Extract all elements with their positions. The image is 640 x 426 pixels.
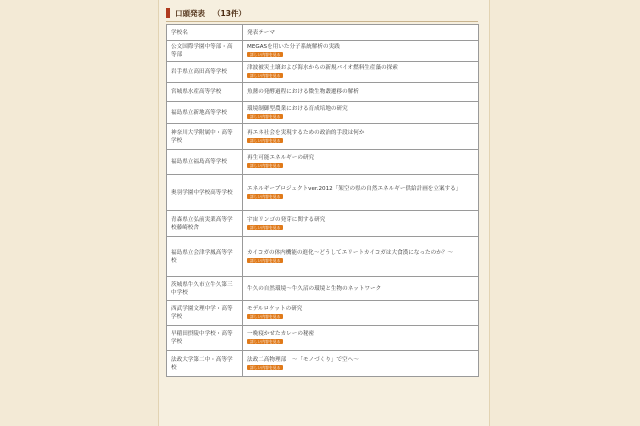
details-button[interactable]: 詳しい内容を見る <box>247 365 283 370</box>
theme-cell <box>243 301 479 326</box>
theme-text: 津波被災土壌および海水からの新規バイオ燃料生産藻の探索 <box>247 65 398 71</box>
table-row <box>167 124 479 150</box>
details-button[interactable]: 詳しい内容を見る <box>247 52 283 57</box>
school-name-cell: 早稲田摂陵中学校・高等学校 <box>167 326 243 351</box>
table-row <box>167 41 479 62</box>
details-button[interactable]: 詳しい内容を見る <box>247 339 283 344</box>
school-name-cell: 宮城県水産高等学校 <box>167 83 243 102</box>
theme-cell <box>243 102 479 124</box>
details-button[interactable]: 詳しい内容を見る <box>247 163 283 168</box>
school-name-cell: 福島県立福島高等学校 <box>167 150 243 175</box>
theme-text: モデルロケットの研究 <box>247 306 303 312</box>
details-button[interactable]: 詳しい内容を見る <box>247 225 283 230</box>
header-divider <box>166 21 478 22</box>
theme-cell <box>243 41 479 62</box>
details-button[interactable]: 詳しい内容を見る <box>247 194 283 199</box>
theme-cell <box>243 351 479 377</box>
school-name-cell: 青森県立弘前実業高等学校藤崎校舎 <box>167 211 243 237</box>
table-row <box>167 211 479 237</box>
theme-cell <box>243 83 479 102</box>
school-name-cell: 奥羽学園中学校高等学校 <box>167 175 243 211</box>
table-row <box>167 301 479 326</box>
table-row <box>167 150 479 175</box>
theme-text: 宇宙リンゴの発芽に関する研究 <box>247 216 326 223</box>
school-name-cell: 福島県立新地高等学校 <box>167 102 243 124</box>
theme-cell <box>243 62 479 83</box>
school-name-cell: 神奈川大学附属中・高等学校 <box>167 124 243 150</box>
details-button[interactable]: 詳しい内容を見る <box>247 114 283 119</box>
school-name-cell: 茨城県牛久市立牛久第三中学校 <box>167 277 243 301</box>
theme-text: 一晩寝かせたカレーの秘密 <box>247 331 315 337</box>
theme-cell <box>243 277 479 301</box>
table-row <box>167 237 479 277</box>
section-count: （13件） <box>213 8 246 18</box>
table-row <box>167 326 479 351</box>
theme-text: 法政二高物理部 ～「モノづくり」で空へ～ <box>247 356 359 363</box>
column-header-theme: 発表テーマ <box>243 25 479 41</box>
school-name-cell: 福島県立会津学鳳高等学校 <box>167 237 243 277</box>
theme-cell <box>243 124 479 150</box>
details-button[interactable]: 詳しい内容を見る <box>247 73 283 78</box>
theme-text: エネルギープロジェクトver.2012「架空の県の自然エネルギー供給計画を立案する」 <box>247 185 462 192</box>
theme-cell <box>243 237 479 277</box>
school-name-cell: 西武学園文理中学・高等学校 <box>167 301 243 326</box>
school-name-cell: 公文国際学園中等部・高等部 <box>167 41 243 62</box>
theme-cell <box>243 326 479 351</box>
section-header <box>166 6 478 20</box>
details-button[interactable]: 詳しい内容を見る <box>247 314 283 319</box>
theme-text: 魚醤の発酵過程における微生物叢遷移の解析 <box>247 89 359 95</box>
theme-text: 環境制御型農業における育成培地の研究 <box>247 105 348 112</box>
theme-text: 牛久の自然環境～牛久沼の環境と生物のネットワーク <box>247 285 382 292</box>
table-row <box>167 175 479 211</box>
table-body <box>167 41 479 377</box>
table-row <box>167 102 479 124</box>
theme-text: 再生可能エネルギーの研究 <box>247 155 315 161</box>
school-name-cell: 法政大学第二中・高等学校 <box>167 351 243 377</box>
theme-cell <box>243 150 479 175</box>
column-header-school: 学校名 <box>167 25 243 41</box>
section-title: 口頭発表 <box>175 8 205 18</box>
table-header-row <box>167 25 479 41</box>
theme-cell <box>243 211 479 237</box>
theme-cell <box>243 175 479 211</box>
table-row <box>167 277 479 301</box>
header-marker <box>166 8 170 18</box>
details-button[interactable]: 詳しい内容を見る <box>247 258 283 263</box>
table-row <box>167 62 479 83</box>
presentation-table <box>166 24 479 377</box>
theme-text: MEGASを用いた分子系統解析の実践 <box>247 44 340 50</box>
table-row <box>167 351 479 377</box>
details-button[interactable]: 詳しい内容を見る <box>247 138 283 143</box>
school-name-cell: 岩手県立高田高等学校 <box>167 62 243 83</box>
table-row <box>167 83 479 102</box>
theme-text: カイコガの体内機能の進化～どうしてエリートカイコガは大食漢になったのか？～ <box>247 249 454 256</box>
theme-text: 再エネ社会を実現するための政治的手段は何か <box>247 129 365 136</box>
